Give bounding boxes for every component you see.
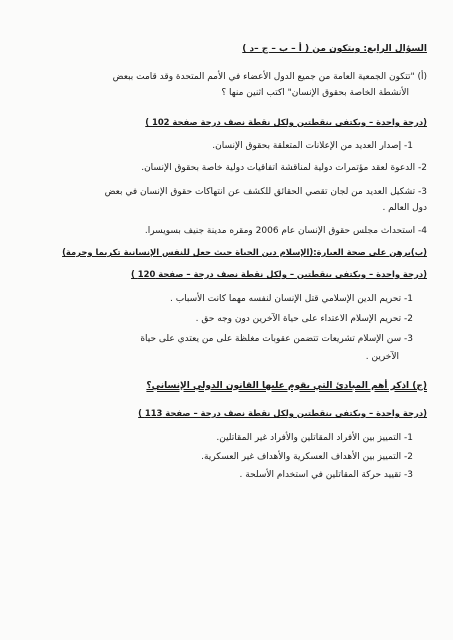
- part-c-scoring-note: (درجة واحدة – ويكتفى بنقطتين ولكل نقطة نصف درجة – صفحة 113 ): [138, 408, 427, 418]
- question-four-title: السؤال الرابع: ويتكون من ( أ – ب – ج –د ): [242, 44, 427, 54]
- part-c-answer-3: 3- تقييد حركة المقاتلين في استخدام الأسلحة .: [239, 470, 413, 480]
- part-b-answer-3: 3- سن الإسلام تشريعات تتضمن عقوبات مغلظة على من يعتدي على حياة: [140, 334, 413, 344]
- part-b-answer-2: 2- تحريم الإسلام الاعتداء على حياة الآخرين دون وجه حق .: [195, 314, 413, 324]
- part-c-question: (ج) اذكر أهم المبادئ التي يقوم عليها القانون الدولي الإنساني؟: [146, 381, 427, 391]
- part-a-question-line-1: (أ) "تتكون الجمعية العامة من جميع الدول الأعضاء في الأمم المتحدة وقد قامت ببعض: [112, 72, 427, 82]
- part-b-scoring-note: (درجة واحدة – ويكتفى بنقطتين – ولكل نقطة نصف درجة – صفحة 120 ): [131, 269, 427, 279]
- part-a-scoring-note: (درجة واحدة – ويكتفى بنقطتين ولكل نقطة نصف درجة صفحة 102 ): [145, 117, 427, 127]
- part-a-answer-1: 1- إصدار العديد من الإعلانات المتعلقة بحقوق الإنسان.: [212, 141, 413, 151]
- part-a-answer-4: 4- استحداث مجلس حقوق الإنسان عام 2006 ومقره مدينة جنيف بسويسرا.: [144, 226, 427, 236]
- part-a-answer-2: 2- الدعوة لعقد مؤتمرات دولية لمناقشة اتفاقيات دولية خاصة بحقوق الإنسان.: [141, 163, 427, 173]
- part-a-answer-3-cont: دول العالم .: [382, 203, 427, 213]
- part-c-answer-1: 1- التمييز بين الأفراد المقاتلين والأفراد غير المقاتلين.: [216, 433, 413, 443]
- part-b-question: (ب)برهن على صحة العبارة:(الإسلام دين الحياة حيث جعل للنفس الإنسانية تكريما وحرمة): [62, 247, 427, 257]
- part-c-answer-2: 2- التمييز بين الأهداف العسكرية والأهداف غير العسكرية.: [201, 452, 413, 462]
- part-a-question-line-2: الأنشطة الخاصة بحقوق الإنسان" اكتب اثنين منها ؟: [221, 88, 409, 98]
- part-b-answer-1: 1- تحريم الدين الإسلامي قتل الإنسان لنفسه مهما كانت الأسباب .: [169, 294, 413, 304]
- part-b-answer-3-cont: الآخرين .: [365, 352, 399, 362]
- part-a-answer-3: 3- تشكيل العديد من لجان تقصي الحقائق للكشف عن انتهاكات حقوق الإنسان في بعض: [104, 187, 427, 197]
